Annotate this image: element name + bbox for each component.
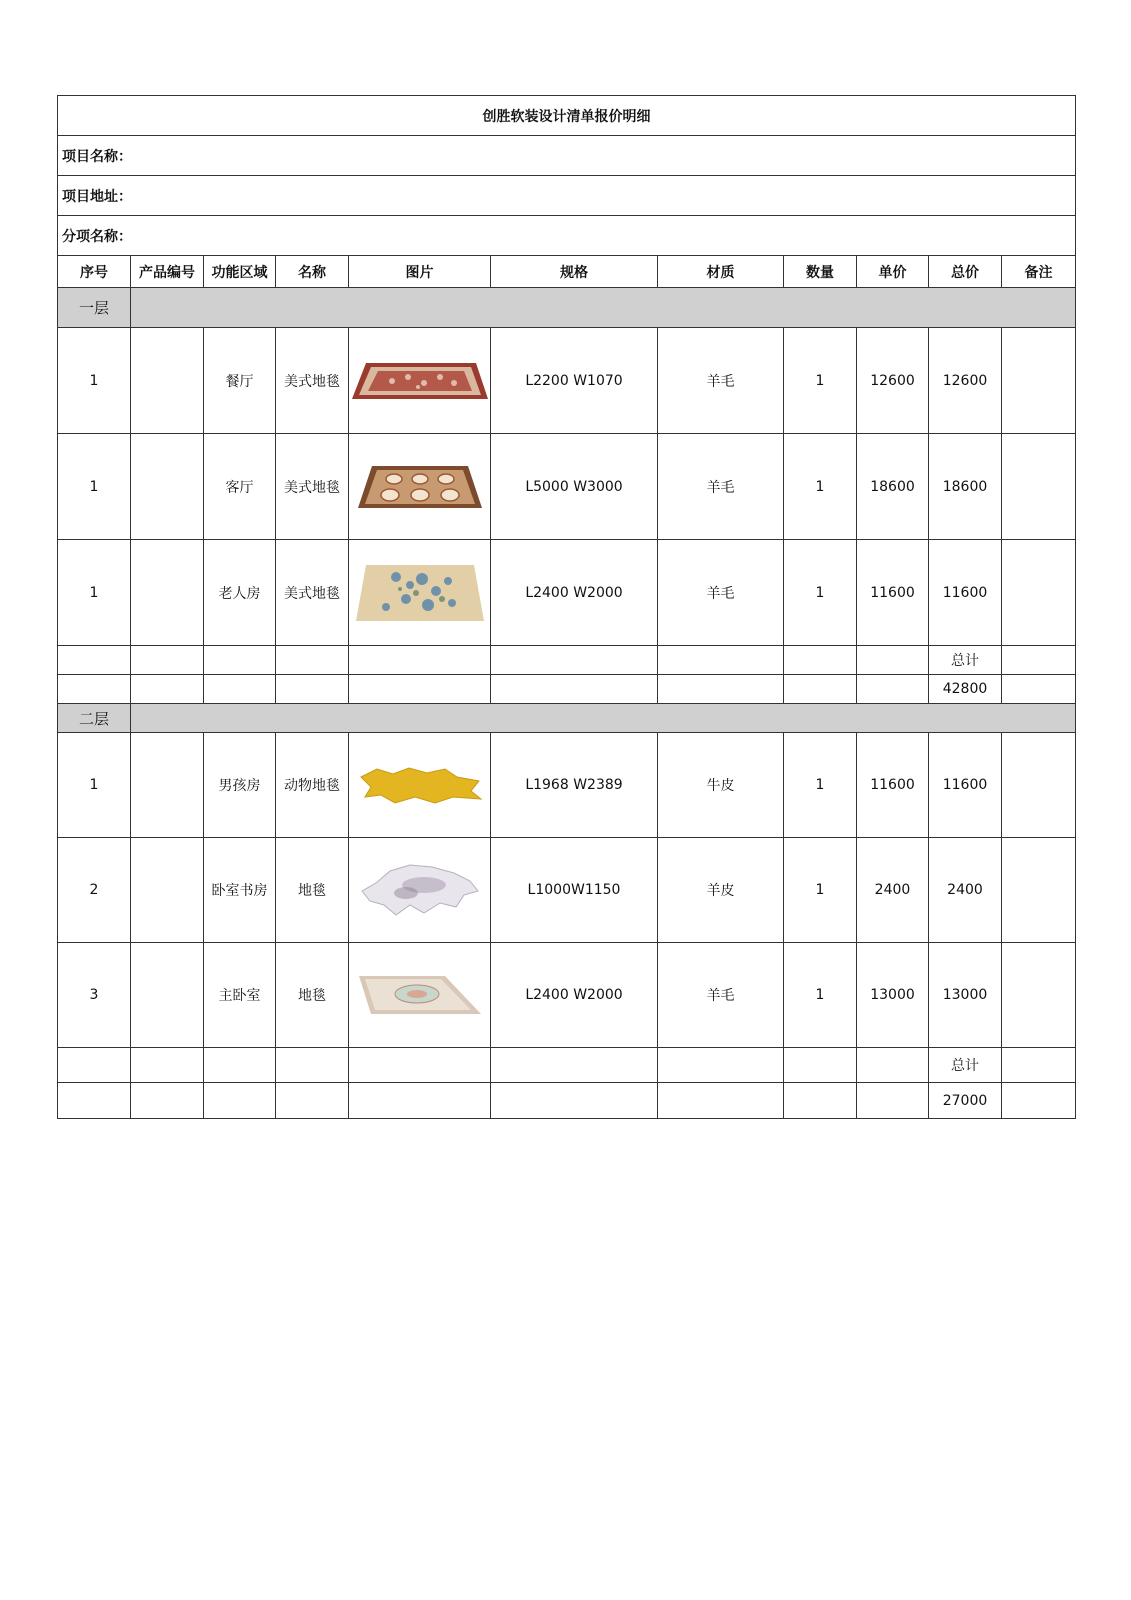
row-no: 1 (58, 540, 131, 646)
row-material: 羊毛 (658, 943, 784, 1048)
product-code (131, 328, 204, 434)
project-address-label: 项目地址： (58, 176, 1076, 216)
row-total: 2400 (929, 838, 1002, 943)
row-remark (1002, 943, 1076, 1048)
sheet-title: 创胜软装设计清单报价明细 (58, 96, 1076, 136)
row-spec: L2400 W2000 (491, 540, 658, 646)
section-label: 二层 (58, 704, 131, 733)
row-qty: 1 (784, 434, 857, 540)
row-spec: L1968 W2389 (491, 733, 658, 838)
row-name: 美式地毯 (276, 434, 349, 540)
row-name: 动物地毯 (276, 733, 349, 838)
header-no: 序号 (58, 256, 131, 288)
header-area: 功能区域 (204, 256, 276, 288)
row-spec: L1000W1150 (491, 838, 658, 943)
rug-persian-red-icon (349, 328, 491, 434)
table-row (58, 943, 1076, 1048)
row-name: 地毯 (276, 943, 349, 1048)
row-material: 羊毛 (658, 540, 784, 646)
row-total: 13000 (929, 943, 1002, 1048)
table-row (58, 434, 1076, 540)
row-spec: L2200 W1070 (491, 328, 658, 434)
row-no: 3 (58, 943, 131, 1048)
subtotal-value-row (58, 1083, 1076, 1119)
row-material: 牛皮 (658, 733, 784, 838)
header-spec: 规格 (491, 256, 658, 288)
row-area: 主卧室 (204, 943, 276, 1048)
header-name: 名称 (276, 256, 349, 288)
header-total: 总价 (929, 256, 1002, 288)
row-material: 羊毛 (658, 434, 784, 540)
row-remark (1002, 838, 1076, 943)
row-material: 羊毛 (658, 328, 784, 434)
table-row (58, 328, 1076, 434)
sub-item-label: 分项名称： (58, 216, 1076, 256)
row-remark (1002, 733, 1076, 838)
subtotal-label-row (58, 1048, 1076, 1083)
row-total: 12600 (929, 328, 1002, 434)
product-code (131, 733, 204, 838)
row-total: 18600 (929, 434, 1002, 540)
row-remark (1002, 434, 1076, 540)
row-remark (1002, 540, 1076, 646)
row-qty: 1 (784, 943, 857, 1048)
subtotal-label-row (58, 646, 1076, 675)
rug-cowhide-yellow-icon (349, 733, 491, 838)
row-price: 11600 (857, 733, 929, 838)
table-row (58, 540, 1076, 646)
row-price: 11600 (857, 540, 929, 646)
product-code (131, 434, 204, 540)
row-area: 卧室书房 (204, 838, 276, 943)
rug-floral-blue-icon (349, 540, 491, 646)
header-remark: 备注 (1002, 256, 1076, 288)
subtotal-label: 总计 (929, 646, 1002, 675)
product-code (131, 838, 204, 943)
header-material: 材质 (658, 256, 784, 288)
rug-sheepskin-icon (349, 838, 491, 943)
row-price: 13000 (857, 943, 929, 1048)
row-spec: L2400 W2000 (491, 943, 658, 1048)
row-price: 18600 (857, 434, 929, 540)
row-price: 2400 (857, 838, 929, 943)
product-code (131, 943, 204, 1048)
table-row (58, 733, 1076, 838)
header-product-code: 产品编号 (131, 256, 204, 288)
row-total: 11600 (929, 540, 1002, 646)
subtotal-label: 总计 (929, 1048, 1002, 1083)
row-material: 羊皮 (658, 838, 784, 943)
rug-medallion-brown-icon (349, 434, 491, 540)
row-no: 1 (58, 328, 131, 434)
subtotal-value-row (58, 675, 1076, 704)
row-area: 老人房 (204, 540, 276, 646)
header-image: 图片 (349, 256, 491, 288)
header-row (58, 256, 1076, 288)
rug-pastel-icon (349, 943, 491, 1048)
row-no: 2 (58, 838, 131, 943)
row-name: 美式地毯 (276, 328, 349, 434)
section-floor-1 (58, 288, 1076, 328)
header-qty: 数量 (784, 256, 857, 288)
row-qty: 1 (784, 838, 857, 943)
table-row (58, 838, 1076, 943)
header-unit-price: 单价 (857, 256, 929, 288)
row-qty: 1 (784, 328, 857, 434)
row-name: 地毯 (276, 838, 349, 943)
row-qty: 1 (784, 540, 857, 646)
row-area: 男孩房 (204, 733, 276, 838)
row-area: 餐厅 (204, 328, 276, 434)
subtotal-value: 42800 (929, 675, 1002, 704)
row-remark (1002, 328, 1076, 434)
row-no: 1 (58, 434, 131, 540)
product-code (131, 540, 204, 646)
subtotal-value: 27000 (929, 1083, 1002, 1119)
row-total: 11600 (929, 733, 1002, 838)
section-label: 一层 (58, 288, 131, 328)
row-no: 1 (58, 733, 131, 838)
row-area: 客厅 (204, 434, 276, 540)
row-price: 12600 (857, 328, 929, 434)
row-qty: 1 (784, 733, 857, 838)
section-floor-2 (58, 704, 1076, 733)
project-name-label: 项目名称： (58, 136, 1076, 176)
quotation-table (57, 95, 1076, 1119)
row-name: 美式地毯 (276, 540, 349, 646)
row-spec: L5000 W3000 (491, 434, 658, 540)
